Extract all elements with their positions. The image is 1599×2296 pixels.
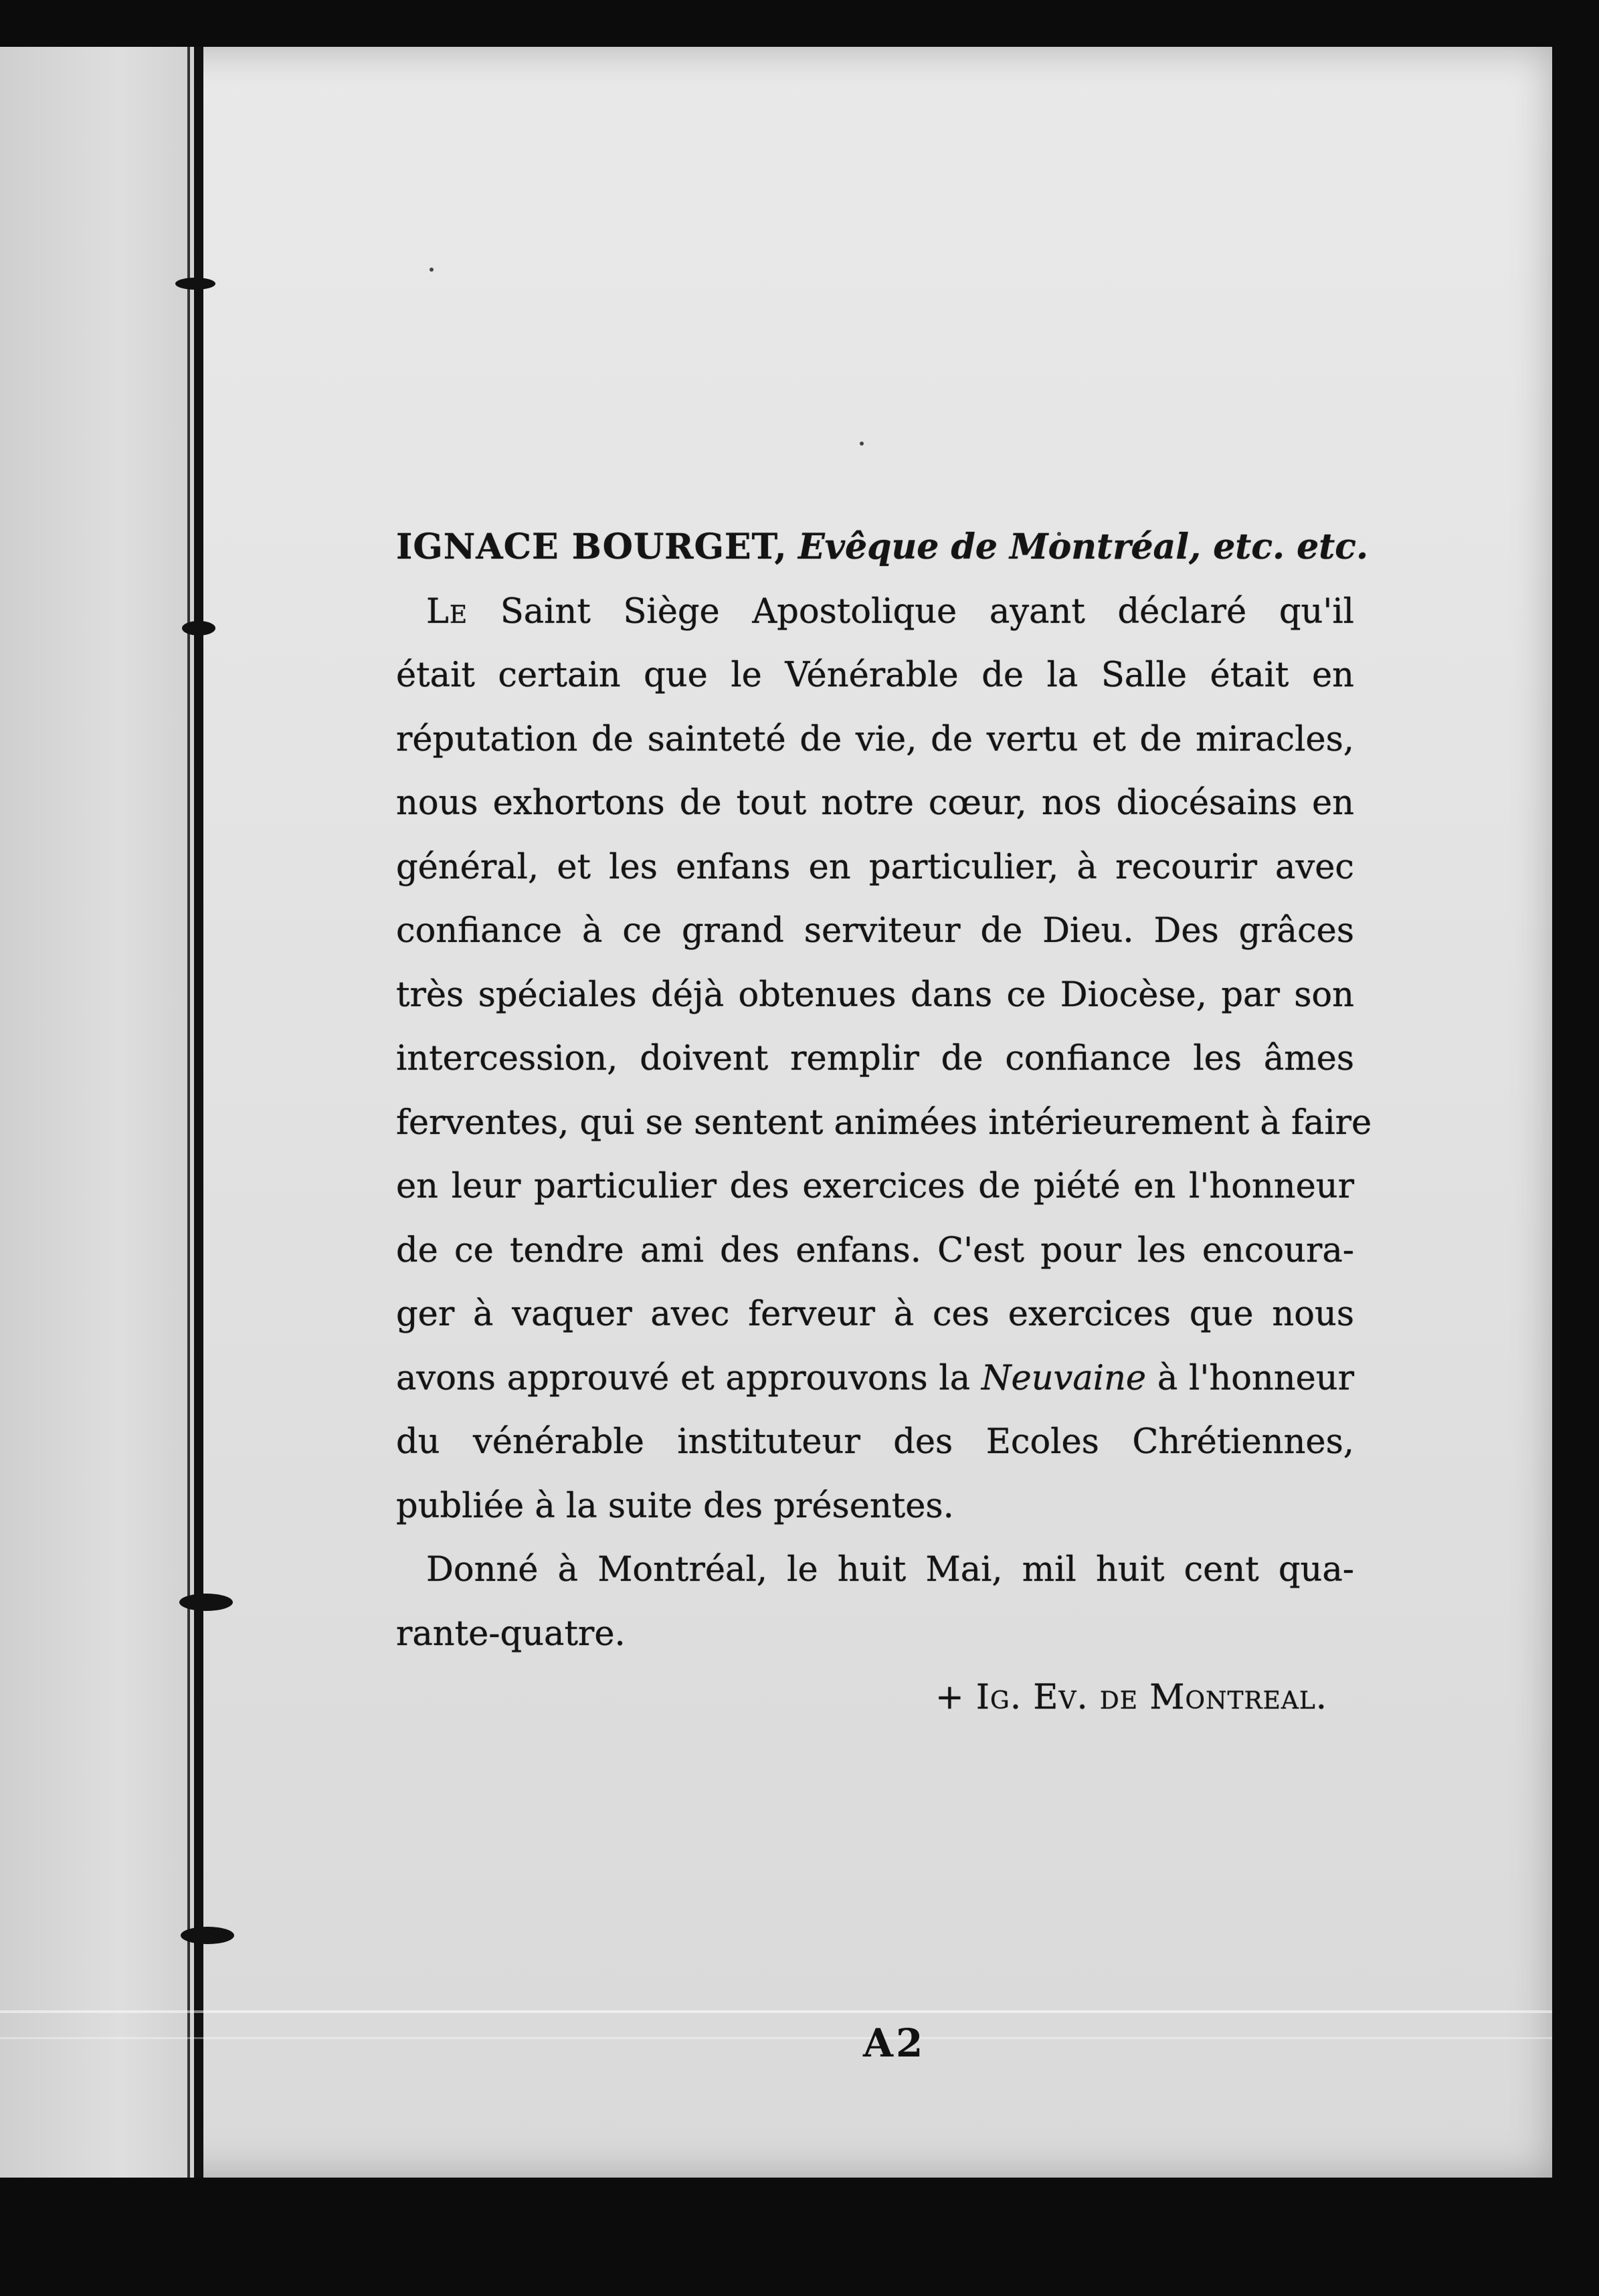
given-line: rante-quatre. bbox=[396, 1614, 626, 1654]
paragraph-line: réputation de sainteté de vie, de vertu et de miracles, bbox=[396, 719, 1354, 759]
paragraph-line: confiance à ce grand serviteur de Dieu. Des grâces bbox=[396, 911, 1354, 951]
drop-word: Le bbox=[426, 591, 468, 632]
paragraph-line: ferventes, qui se sentent animées intérieurement à faire bbox=[396, 1103, 1372, 1143]
paragraph-line: publiée à la suite des présentes. bbox=[396, 1486, 954, 1526]
signature-mark-page-number: A2 bbox=[863, 2020, 926, 2066]
paragraph-line: en leur particulier des exercices de piété en l'honneur bbox=[396, 1167, 1354, 1206]
gutter-shadow-line bbox=[187, 47, 190, 2178]
line-text: à l'honneur bbox=[1146, 1358, 1354, 1398]
paragraph-line: ger à vaquer avec ferveur à ces exercices que nous bbox=[396, 1295, 1354, 1334]
mandate-paragraph bbox=[396, 580, 1372, 1539]
left-leaf-edge bbox=[0, 47, 201, 2178]
paragraph-line: était certain que le Vénérable de la Salle était en bbox=[396, 656, 1354, 695]
binding-stitch bbox=[175, 278, 215, 290]
author-title: Evêque de Montréal, etc. etc. bbox=[798, 527, 1369, 567]
paragraph-line: nous exhortons de tout notre cœur, nos diocésains en bbox=[396, 783, 1354, 823]
binding-stitch bbox=[181, 1927, 234, 1944]
given-line: Donné à Montréal, le huit Mai, mil huit cent qua- bbox=[426, 1550, 1354, 1590]
document-heading bbox=[396, 515, 1369, 580]
paragraph-line: de ce tendre ami des enfans. C'est pour les encoura- bbox=[396, 1230, 1354, 1270]
scan-streak bbox=[0, 2010, 1552, 2013]
author-name: IGNACE BOURGET, bbox=[396, 527, 787, 567]
paper-speck bbox=[860, 442, 864, 446]
binding-gutter-line bbox=[194, 47, 203, 2178]
line-text: avons approuvé et approuvons la bbox=[396, 1358, 981, 1398]
scan-streak bbox=[0, 2037, 1552, 2039]
binding-stitch bbox=[179, 1594, 233, 1611]
paragraph-line: du vénérable instituteur des Ecoles Chrétiennes, bbox=[396, 1422, 1354, 1462]
paragraph-line: très spéciales déjà obtenues dans ce Diocèse, par son bbox=[396, 975, 1354, 1015]
neuvaine-italic: Neuvaine bbox=[981, 1358, 1147, 1398]
dated-given-paragraph bbox=[396, 1538, 1354, 1666]
document-body bbox=[396, 515, 1372, 1730]
paragraph-line: général, et les enfans en particulier, à recourir avec bbox=[396, 847, 1354, 887]
paper-speck bbox=[430, 268, 434, 272]
paragraph-line bbox=[396, 580, 1354, 644]
line-text: Saint Siège Apostolique ayant déclaré qu'il bbox=[468, 591, 1354, 632]
signature: + Ig. Ev. de Montreal. bbox=[935, 1678, 1327, 1717]
binding-stitch bbox=[182, 621, 215, 636]
paragraph-line: intercession, doivent remplir de confiance les âmes bbox=[396, 1039, 1354, 1078]
paragraph-line bbox=[396, 1347, 1354, 1411]
